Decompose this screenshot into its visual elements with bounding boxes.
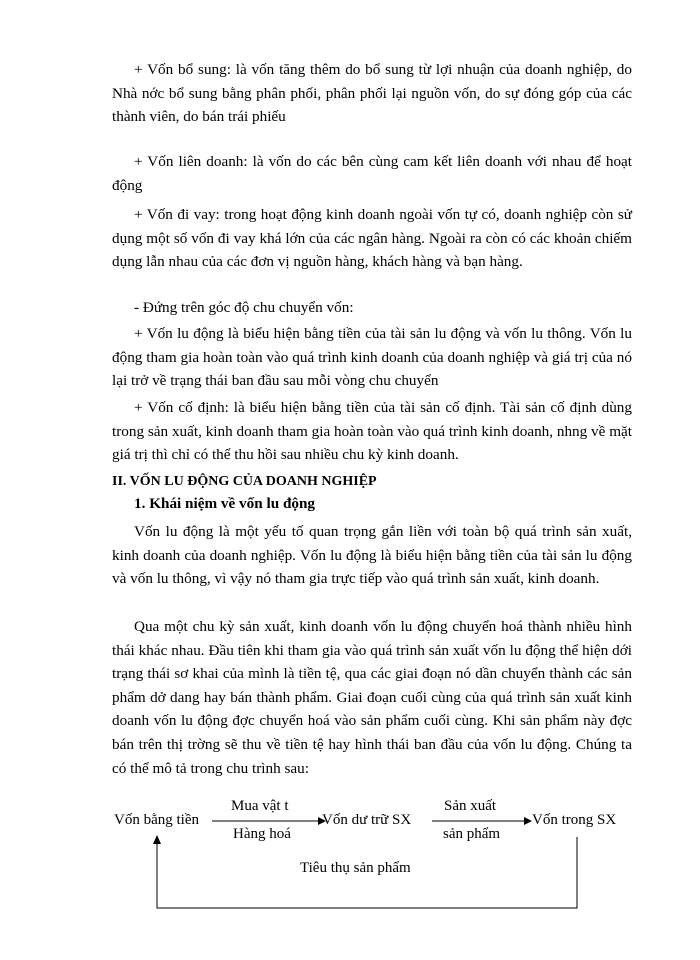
node-von-du-tru: Vốn dư trữ SX [322, 812, 412, 828]
paragraph-von-co-dinh: + Vốn cố định: là biểu hiện bằng tiền của tài sản cố định. Tài sản cố định dùng trong sản xuất, kinh doanh tham gia hoàn toàn vào quá trình kinh doanh, nhng về mặt giá trị thì chỉ có thể thu hồi sau nhiều chu kỳ kinh doanh. [112, 399, 632, 464]
node-von-bang-tien: Vốn bằng tiền [114, 812, 199, 828]
subsection-heading: 1. Khái niệm về vốn lu động [134, 495, 316, 512]
arrow-2-head [524, 817, 532, 825]
paragraph-von-bo-sung: + Vốn bổ sung: là vốn tăng thêm do bổ sung từ lợi nhuận của doanh nghiệp, do Nhà nớc bổ sung bằng phân phối, phân phối lại nguồn vốn, do sự đóng góp của các thành viên, do bán trái phiếu [112, 61, 632, 126]
arrow-2-bottom-label: sản phẩm [443, 826, 501, 842]
paragraph-khai-niem: Vốn lu động là một yếu tố quan trọng gắn liền với toàn bộ quá trình sản xuất, kinh doanh của doanh nghiệp. Vốn lu động là biểu hiện bằng tiền của tài sản lu động và vốn lu thông, vì vậy nó tham gia trực tiếp vào quá trình sản xuất, kinh doanh. [112, 523, 632, 588]
capital-cycle-diagram [0, 790, 700, 920]
return-label: Tiêu thụ sản phẩm [300, 860, 411, 876]
diagram-lines [0, 790, 700, 920]
node-von-trong-sx: Vốn trong SX [532, 812, 617, 828]
paragraph-von-luu-dong: + Vốn lu động là biểu hiện bằng tiền của tài sản lu động và vốn lu thông. Vốn lu động tham gia hoàn toàn vào quá trình kinh doanh của doanh nghiệp và giá trị của nó lại trở về trạng thái ban đầu sau mỗi vòng chu chuyển [112, 325, 632, 390]
arrow-1-bottom-label: Hàng hoá [233, 826, 291, 842]
paragraph-von-lien-doanh: + Vốn liên doanh: là vốn do các bên cùng cam kết liên doanh với nhau để hoạt động [112, 153, 632, 194]
paragraph-chu-ky: Qua một chu kỳ sản xuất, kinh doanh vốn lu động chuyển hoá thành nhiều hình thái khác nhau. Đầu tiên khi tham gia vào quá trình sản xuất vốn lu động thể hiện dới trạng thái sơ khai của mình là tiền tệ, qua các giai đoạn nó dần chuyển thành các sản phẩm dở dang hay bán thành phẩm. Giai đoạn cuối cùng của quá trình sản xuất kinh doanh vốn lu động đợc chuyển hoá vào sản phẩm cuối cùng. Khi sản phẩm này đợc bán trên thị trờng sẽ thu về tiền tệ hay hình thái ban đầu của vốn lu động. Chúng ta có thể mô tả trong chu trình sau: [112, 618, 632, 777]
return-loop-head [153, 835, 161, 844]
arrow-2-top-label: Sản xuất [444, 798, 497, 814]
paragraph-von-di-vay: + Vốn đi vay: trong hoạt động kinh doanh ngoài vốn tự có, doanh nghiệp còn sử dụng một số vốn đi vay khá lớn của các ngân hàng. Ngoài ra còn có các khoản chiếm dụng lẫn nhau của các đơn vị nguồn hàng, khách hàng và bạn hàng. [112, 206, 632, 271]
section-heading: II. VỐN LU ĐỘNG CỦA DOANH NGHIỆP [112, 474, 377, 489]
paragraph-goc-do-chu-chuyen: - Đứng trên góc độ chu chuyển vốn: [134, 299, 354, 316]
arrow-1-top-label: Mua vật t [231, 798, 289, 814]
